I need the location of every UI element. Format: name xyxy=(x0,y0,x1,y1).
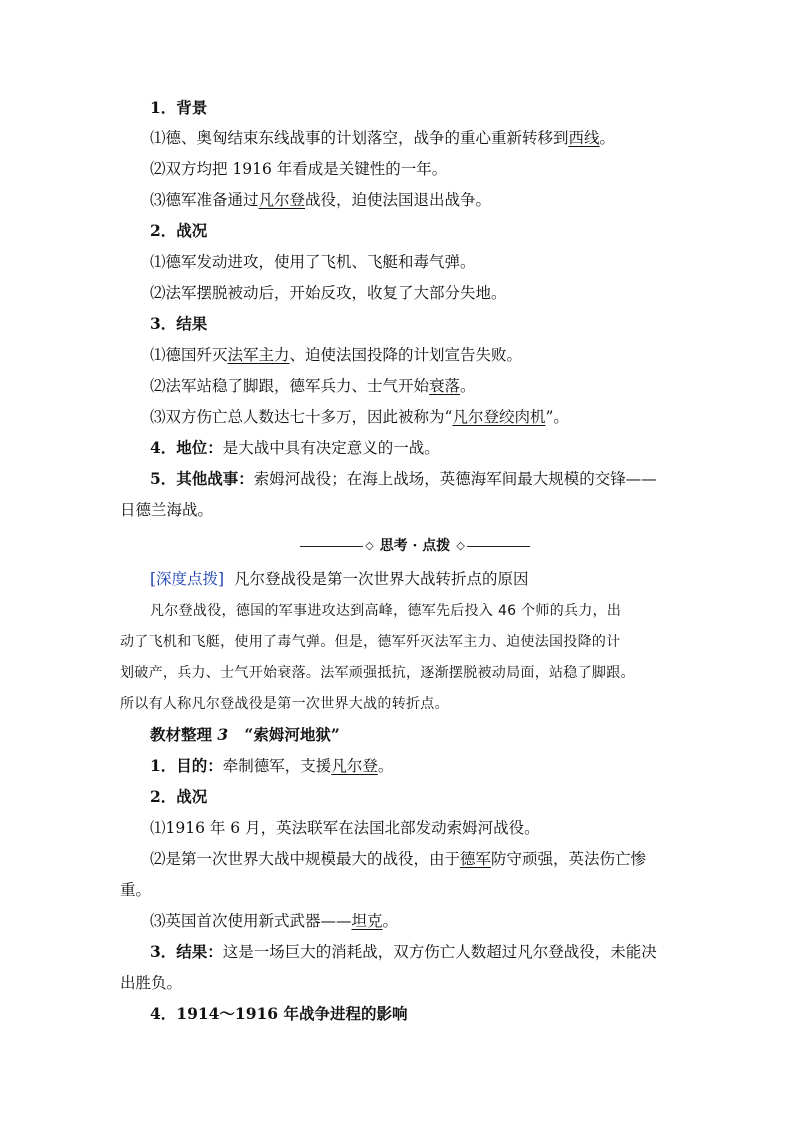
analysis-paragraph-line-4: 所以有人称凡尔登战役是第一次世界大战的转折点。 xyxy=(120,696,449,712)
section-heading-background: 1．背景 xyxy=(150,98,208,117)
somme-item-3: ⑶英国首次使用新式武器——坦克。 xyxy=(150,912,399,930)
section-heading-somme-battle: 2．战况 xyxy=(150,787,208,806)
underlined-term: 德军 xyxy=(460,850,492,868)
somme-result-continuation: 出胜负。 xyxy=(120,974,183,992)
other-battles-line: 5．其他战事：索姆河战役；在海上战场，英德海军间最大规模的交锋—— xyxy=(150,469,657,488)
result-item-2: ⑵法军站稳了脚跟，德军兵力、士气开始衰落。 xyxy=(150,377,476,395)
background-item-1: ⑴德、奥匈结束东线战事的计划落空，战争的重心重新转移到西线。 xyxy=(150,129,616,147)
analysis-paragraph-line-1: 凡尔登战役，德国的军事进攻达到高峰，德军先后投入 46 个师的兵力，出 xyxy=(150,603,622,619)
underlined-term: 衰落 xyxy=(429,377,461,395)
somme-item-2: ⑵是第一次世界大战中规模最大的战役，由于德军防守顽强，英法伤亡惨 xyxy=(150,850,647,868)
battle-item-1: ⑴德军发动进攻，使用了飞机、飞艇和毒气弹。 xyxy=(150,253,476,271)
purpose-line: 1．目的：牵制德军，支援凡尔登。 xyxy=(150,756,394,775)
section-heading-result: 3．结果 xyxy=(150,314,208,333)
diamond-icon: ◇ xyxy=(365,539,374,552)
underlined-term: 坦克 xyxy=(351,912,383,930)
underlined-term: 法军主力 xyxy=(227,346,290,364)
underlined-term: 凡尔登 xyxy=(331,757,378,775)
result-item-1: ⑴德国歼灭法军主力、迫使法国投降的计划宣告失败。 xyxy=(150,346,523,364)
underlined-term: 西线 xyxy=(568,129,600,147)
somme-result-line: 3．结果：这是一场巨大的消耗战，双方伤亡人数超过凡尔登战役，未能决 xyxy=(150,942,657,961)
status-line: 4．地位：是大战中具有决定意义的一战。 xyxy=(150,438,440,457)
background-item-2: ⑵双方均把 1916 年看成是关键性的一年。 xyxy=(150,160,448,178)
result-item-3: ⑶双方伤亡总人数达七十多万，因此被称为“凡尔登绞肉机”。 xyxy=(150,408,569,426)
other-battles-continuation: 日德兰海战。 xyxy=(120,501,214,519)
underlined-term: 凡尔登 xyxy=(258,191,306,209)
section-heading-impact: 4．1914～1916 年战争进程的影响 xyxy=(150,1004,408,1023)
somme-item-1: ⑴1916 年 6 月，英法联军在法国北部发动索姆河战役。 xyxy=(150,819,540,837)
analysis-heading xyxy=(150,569,528,589)
diamond-icon: ◇ xyxy=(456,539,465,552)
divider-rule xyxy=(467,546,530,547)
battle-item-2: ⑵法军摆脱被动后，开始反攻，收复了大部分失地。 xyxy=(150,284,507,302)
background-item-3: ⑶德军准备通过凡尔登战役，迫使法国退出战争。 xyxy=(150,191,492,209)
analysis-paragraph-line-2: 动了飞机和飞艇，使用了毒气弹。但是，德军歼灭法军主力、迫使法国投降的计 xyxy=(120,634,621,650)
underlined-term: 凡尔登绞肉机 xyxy=(452,408,546,426)
divider-rule xyxy=(300,546,363,547)
section-title-somme: 教材整理 3 “索姆河地狱” xyxy=(150,725,340,744)
section-divider xyxy=(300,537,530,555)
divider-label: 思考 · 点拨 xyxy=(379,538,451,554)
somme-item-2-continuation: 重。 xyxy=(120,881,152,899)
analysis-title: 凡尔登战役是第一次世界大战转折点的原因 xyxy=(233,570,529,588)
analysis-paragraph-line-3: 划破产，兵力、士气开始衰落。法军顽强抵抗，逐渐摆脱被动局面，站稳了脚跟。 xyxy=(120,665,635,681)
deep-tag: [深度点拨] xyxy=(150,570,225,588)
section-heading-battle: 2．战况 xyxy=(150,221,208,240)
